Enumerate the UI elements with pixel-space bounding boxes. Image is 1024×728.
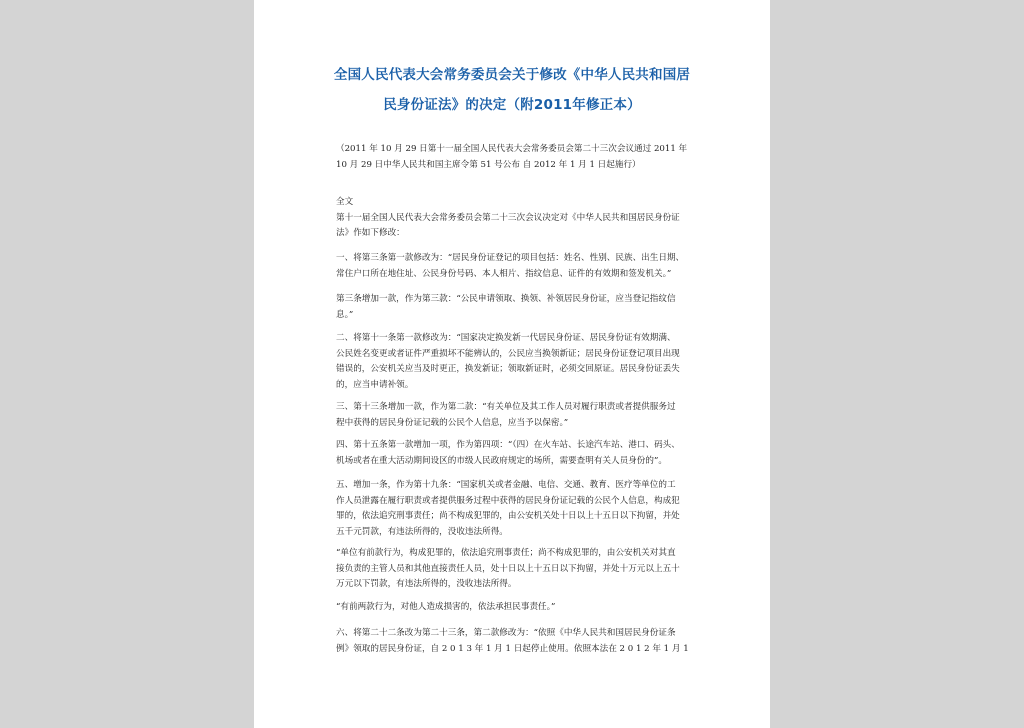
text-line: “单位有前款行为，构成犯罪的，依法追究刑事责任；尚不构成犯罪的，由公安机关对其直 bbox=[336, 548, 676, 558]
enactment-note bbox=[336, 142, 698, 173]
paragraph bbox=[336, 600, 698, 616]
text-line: 错误的，公安机关应当及时更正，换发新证；领取新证时，必须交回原证。居民身份证丢失 bbox=[336, 364, 680, 374]
text-line: 的，应当申请补领。 bbox=[336, 379, 414, 390]
paragraph bbox=[336, 478, 698, 540]
paragraph bbox=[336, 400, 698, 431]
text-line: 第十一届全国人民代表大会常务委员会第二十三次会议决定对《中华人民共和国居民身份证 bbox=[336, 212, 680, 223]
text-line: 法》作如下修改： bbox=[336, 228, 405, 238]
text-line: 二、将第十一条第一款修改为：“国家决定换发新一代居民身份证、居民身份证有效期满、 bbox=[336, 333, 676, 343]
text-line: 机场或者在重大活动期间设区的市级人民政府规定的场所，需要查明有关人员身份的”。 bbox=[336, 455, 667, 466]
text-line: 五、增加一条，作为第十九条：“国家机关或者金融、电信、交通、教育、医疗等单位的工 bbox=[336, 480, 676, 490]
text-line: （2011 年 10 月 29 日第十一届全国人民代表大会常务委员会第二十三次会议通过 2011 年 bbox=[336, 144, 688, 154]
title-line: 全国人民代表大会常务委员会关于修改《中华人民共和国居 bbox=[333, 67, 691, 83]
section-heading: 全文 bbox=[336, 197, 354, 207]
text-line: 息。” bbox=[336, 309, 354, 320]
paragraph bbox=[336, 438, 698, 469]
text-line: 三、第十三条增加一款，作为第二款：“有关单位及其工作人员对履行职责或者提供服务过 bbox=[336, 402, 676, 412]
paragraph bbox=[336, 331, 698, 393]
text-line: 一、将第三条第一款修改为：“居民身份证登记的项目包括：姓名、性别、民族、出生日期、 bbox=[336, 253, 685, 263]
text-line: 罪的，依法追究刑事责任；尚不构成犯罪的，由公安机关处十日以上十五日以下拘留，并处 bbox=[336, 511, 680, 521]
document-title bbox=[324, 60, 700, 120]
text-line: 公民姓名变更或者证件严重损坏不能辨认的，公民应当换领新证；居民身份证登记项目出现 bbox=[336, 348, 680, 359]
text-line: 作人员泄露在履行职责或者提供服务过程中获得的居民身份证记载的公民个人信息，构成犯 bbox=[336, 495, 680, 506]
text-line: 六、将第二十二条改为第二十三条，第二款修改为：“依照《中华人民共和国居民身份证条 bbox=[336, 628, 676, 638]
text-line: “有前两款行为，对他人造成损害的，依法承担民事责任。” bbox=[336, 602, 556, 612]
text-line: 第三条增加一款，作为第三款：“公民申请领取、换领、补领居民身份证，应当登记指纹信 bbox=[336, 294, 676, 304]
paragraph bbox=[336, 626, 698, 657]
text-line: 程中获得的居民身份证记载的公民个人信息，应当予以保密。” bbox=[336, 417, 569, 428]
document-page bbox=[254, 0, 770, 728]
paragraph bbox=[336, 292, 698, 323]
paragraph bbox=[336, 546, 698, 593]
text-line: 接负责的主管人员和其他直接责任人员，处十日以上十五日以下拘留，并处十万元以上五十 bbox=[336, 563, 680, 574]
text-line: 例》领取的居民身份证，自 2 0 1 3 年 1 月 1 日起停止使用。依照本法在 2 0 1 2 年 1 月 1 bbox=[336, 643, 689, 654]
text-line: 10 月 29 日中华人民共和国主席令第 51 号公布 自 2012 年 1 月 1 日起施行） bbox=[336, 159, 641, 170]
text-line: 五千元罚款，有违法所得的，没收违法所得。 bbox=[336, 526, 508, 537]
text-line: 常住户口所在地住址、公民身份号码、本人相片、指纹信息、证件的有效期和签发机关。” bbox=[336, 268, 672, 279]
paragraph bbox=[336, 195, 698, 242]
text-line: 万元以下罚款，有违法所得的，没收违法所得。 bbox=[336, 579, 517, 589]
text-line: 四、第十五条第一款增加一项，作为第四项：“（四）在火车站、长途汽车站、港口、码头、 bbox=[336, 440, 680, 450]
paragraph bbox=[336, 251, 698, 282]
title-line: 民身份证法》的决定（附2011年修正本） bbox=[383, 97, 641, 113]
